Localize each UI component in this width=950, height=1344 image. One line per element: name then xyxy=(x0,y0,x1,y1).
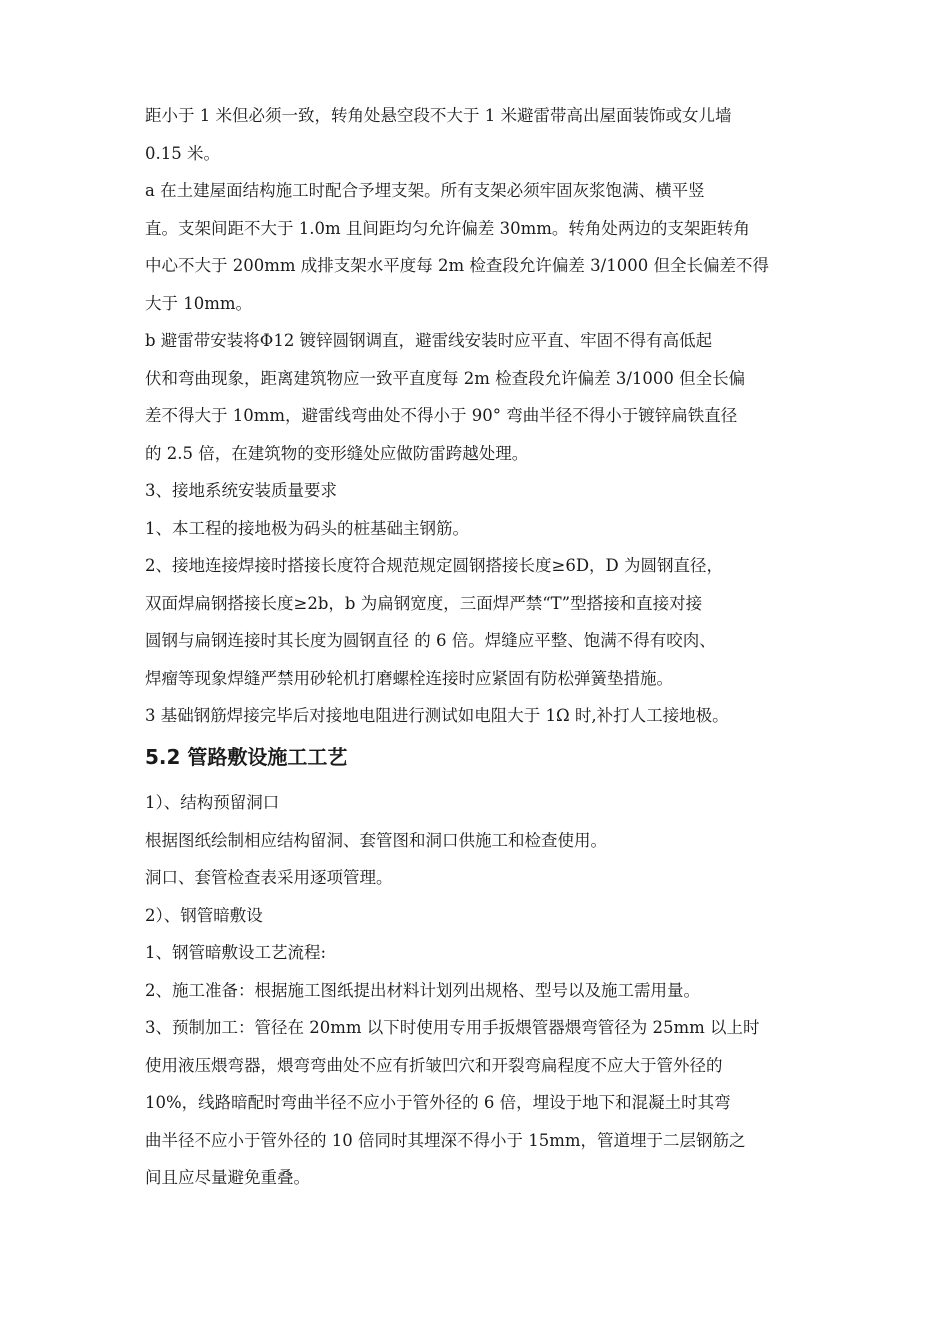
text-line: 曲半径不应小于管外径的 10 倍同时其埋深不得小于 15mm，管道埋于二层钢筋之 xyxy=(145,1130,746,1150)
text-line: 1）、结构预留洞口 xyxy=(145,793,280,812)
text-line: 直。支架间距不大于 1.0m 且间距均匀允许偏差 30mm。转角处两边的支架距转角 xyxy=(145,218,750,238)
text-line: 焊瘤等现象焊缝严禁用砂轮机打磨螺栓连接时应紧固有防松弹簧垫措施。 xyxy=(145,668,673,688)
text-line: 10%，线路暗配时弯曲半径不应小于管外径的 6 倍，埋设于地下和混凝土时其弯 xyxy=(145,1093,731,1112)
section-heading: 5.2 管路敷设施工工艺 xyxy=(145,745,348,769)
text-line: 间且应尽量避免重叠。 xyxy=(145,1168,310,1187)
text-line: 使用液压煨弯器，煨弯弯曲处不应有折皱凹穴和开裂弯扁程度不应大于管外径的 xyxy=(145,1055,723,1075)
section-heading-block xyxy=(145,736,813,778)
text-line: 根据图纸绘制相应结构留洞、套管图和洞口供施工和检查使用。 xyxy=(145,830,607,850)
body-text-bottom xyxy=(145,784,813,1197)
text-line: 3、预制加工：管径在 20mm 以下时使用专用手扳煨管器煨弯管径为 25mm 以上时 xyxy=(145,1018,760,1037)
text-line: 2、施工准备：根据施工图纸提出材料计划列出规格、型号以及施工需用量。 xyxy=(145,980,700,1000)
text-line: 2、接地连接焊接时搭接长度符合规范规定圆钢搭接长度≥6D，D 为圆钢直径， xyxy=(145,556,724,575)
text-line: 中心不大于 200mm 成排支架水平度每 2m 检查段允许偏差 3/1000 但全长偏差不得 xyxy=(145,256,769,275)
text-line: b 避雷带安装将Φ12 镀锌圆钢调直，避雷线安装时应平直、牢固不得有高低起 xyxy=(145,331,713,350)
text-line: 伏和弯曲现象，距离建筑物应一致平直度每 2m 检查段允许偏差 3/1000 但全长偏 xyxy=(145,368,746,388)
text-line: 大于 10mm。 xyxy=(145,293,253,313)
text-line: 1、钢管暗敷设工艺流程: xyxy=(145,943,327,962)
text-line: 3 基础钢筋焊接完毕后对接地电阻进行测试如电阻大于 1Ω 时,补打人工接地极。 xyxy=(145,706,729,725)
text-line: 0.15 米。 xyxy=(145,143,220,163)
text-line: 双面焊扁钢搭接长度≥2b，b 为扁钢宽度，三面焊严禁“T”型搭接和直接对接 xyxy=(145,593,703,613)
text-line: a 在土建屋面结构施工时配合予埋支架。所有支架必须牢固灰浆饱满、横平竖 xyxy=(145,181,705,200)
text-line: 2）、钢管暗敷设 xyxy=(145,905,263,925)
text-line: 距小于 1 米但必须一致，转角处悬空段不大于 1 米避雷带高出屋面装饰或女儿墙 xyxy=(145,106,732,125)
body-text-top xyxy=(145,97,813,735)
text-line: 差不得大于 10mm，避雷线弯曲处不得小于 90° 弯曲半径不得小于镀锌扁铁直径 xyxy=(145,406,738,425)
text-line: 的 2.5 倍，在建筑物的变形缝处应做防雷跨越处理。 xyxy=(145,443,529,463)
text-line: 1、本工程的接地极为码头的桩基础主钢筋。 xyxy=(145,518,469,538)
text-line: 洞口、套管检查表采用逐项管理。 xyxy=(145,868,393,887)
text-line: 圆钢与扁钢连接时其长度为圆钢直径 的 6 倍。焊缝应平整、饱满不得有咬肉、 xyxy=(145,631,716,650)
text-line: 3、接地系统安装质量要求 xyxy=(145,481,337,500)
